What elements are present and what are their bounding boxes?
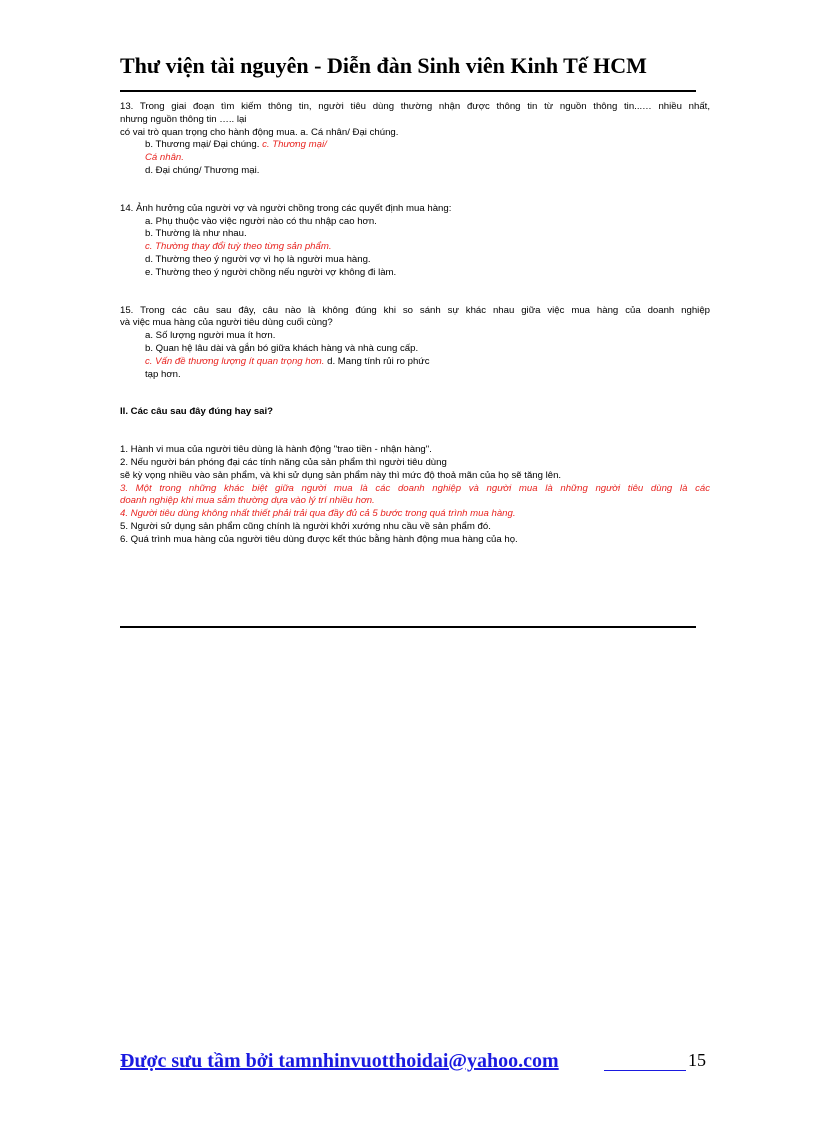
footer-underline [604,1070,686,1071]
question-15-option-b: b. Quan hệ lâu dài và gắn bó giữa khách hàng và nhà cung cấp. [145,342,419,354]
page-body [120,101,710,547]
answer-highlight-continued: Cá nhân. [145,152,184,164]
question-13-line-3: có vai trò quan trọng cho hành động mua. a. Cá nhân/ Đại chúng. [120,126,399,138]
option-text: b. Thương mại/ Đại chúng. [145,139,260,151]
answer-highlight: c. Vấn đề thương lượng ít quan trọng hơn. [145,355,325,367]
statement-6: 6. Quá trình mua hàng của người tiêu dùng được kết thúc bằng hành động mua hàng của họ. [120,533,518,545]
question-15-option-c [120,356,710,369]
question-13-line-2: nhưng nguồn thông tin ….. lại [120,113,247,125]
page-footer [120,1050,706,1076]
question-14-answer-c: c. Thường thay đổi tuỳ theo từng sản phẩm. [145,241,332,253]
header-divider [120,90,696,92]
section-heading: II. Các câu sau đây đúng hay sai? [120,406,274,418]
page-number: 15 [688,1050,706,1070]
statement-5: 5. Người sử dụng sản phẩm cũng chính là người khởi xướng nhu cầu về sản phẩm đó. [120,520,491,532]
statement-3-line-2: doanh nghiệp khi mua sắm thường dựa vào lý trí nhiều hơn. [120,495,375,507]
question-14-stem: 14. Ảnh hưởng của người vợ và người chồng trong các quyết định mua hàng: [120,202,452,214]
question-15-option-d-continued: tạp hơn. [145,368,181,380]
question-15-line-1: 15. Trong các câu sau đây, câu nào là không đúng khi so sánh sự khác nhau giữa việc mua hàng của doanh nghiệp [120,304,710,316]
question-15-line-2: và việc mua hàng của người tiêu dùng cuối cùng? [120,317,333,329]
question-14-option-d: d. Thường theo ý người vợ vì họ là người mua hàng. [145,253,371,265]
question-14 [120,203,710,280]
question-14-option-b: b. Thường là như nhau. [145,228,247,240]
question-13 [120,101,710,178]
question-14-option-a: a. Phụ thuộc vào việc người nào có thu nhập cao hơn. [145,215,377,227]
statement-2-line-1: 2. Nếu người bán phóng đại các tính năng của sản phẩm thì người tiêu dùng [120,456,447,468]
option-text: d. Mang tính rủi ro phức [324,355,430,367]
question-15 [120,305,710,382]
true-false-list [120,444,710,546]
question-15-option-a: a. Số lượng người mua ít hơn. [145,330,276,342]
question-13-line-1: 13. Trong giai đoạn tìm kiếm thông tin, người tiêu dùng thường nhận được thông tin từ nguồn thông tin...… nhiều nhất, [120,101,710,112]
statement-4: 4. Người tiêu dùng không nhất thiết phải trải qua đầy đủ cả 5 bước trong quá trình mua hàng. [120,508,516,520]
question-13-option-d: d. Đại chúng/ Thương mại. [145,164,260,176]
question-14-option-e: e. Thường theo ý người chồng nếu người vợ không đi làm. [145,266,397,278]
question-13-option-b [120,139,710,152]
content-end-divider [120,626,696,628]
answer-highlight: c. Thương mại/ [262,139,327,151]
statement-2-line-2: sẽ kỳ vọng nhiều vào sản phẩm, và khi sử dụng sản phẩm này thì mức độ thoả mãn của họ sẽ tăng lên. [120,469,562,481]
footer-credit-link[interactable]: Được sưu tầm bởi tamnhinvuotthoidai@yahoo.com [120,1050,559,1072]
page-header-title: Thư viện tài nguyên - Diễn đàn Sinh viên Kinh Tế HCM [120,53,647,78]
statement-3-line-1: 3. Một trong những khác biệt giữa người mua là các doanh nghiệp và người mua là những người tiêu dùng là các [120,482,710,494]
statement-1: 1. Hành vi mua của người tiêu dùng là hành động "trao tiền - nhận hàng". [120,444,432,456]
